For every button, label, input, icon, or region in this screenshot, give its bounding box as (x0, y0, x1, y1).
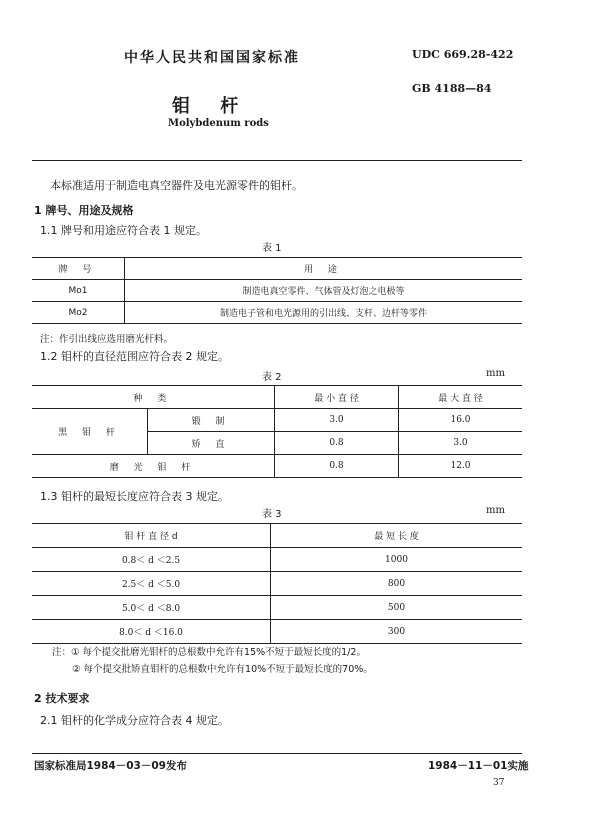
table3-note-1: 注：① 每个提交批磨光钼杆的总根数中允许有15%不短于最短长度的1/2。 (52, 647, 366, 658)
table2-cell: 3.0 (399, 432, 523, 455)
table3-cell: 8.0＜ d ＜16.0 (32, 620, 271, 644)
page-number: 37 (493, 778, 505, 788)
table3-note-2: ② 每个提交批矫直钼杆的总根数中允许有10%不短于最短长度的70%。 (72, 664, 373, 675)
table2-cell: 锻 制 (148, 409, 275, 432)
table3-caption: 表 3 (262, 509, 282, 520)
table2-header-min: 最 小 直 径 (275, 386, 399, 409)
table1-cell: 制造电真空零件、气体管及灯泡之电极等 (125, 280, 523, 302)
udc-code: UDC 669.28-422 (412, 48, 514, 61)
table3-cell: 300 (271, 620, 523, 644)
issued-date: 国家标准局1984－03－09发布 (34, 760, 187, 772)
table2-cell: 0.8 (275, 432, 399, 455)
table2-caption: 表 2 (262, 372, 282, 383)
table3-cell: 800 (271, 572, 523, 596)
table-row (32, 409, 522, 432)
table2 (32, 385, 522, 478)
footer-divider (32, 753, 522, 754)
clause-1-2: 1.2 钼杆的直径范围应符合表 2 规定。 (40, 350, 229, 363)
section1-heading: 1 牌号、用途及规格 (34, 204, 134, 217)
table2-cell: 12.0 (399, 455, 523, 478)
national-standard-title: 中华人民共和国国家标准 (124, 50, 300, 66)
table3-cell: 1000 (271, 548, 523, 572)
table1-cell: 制造电子管和电光源用的引出线、支杆、边杆等零件 (125, 302, 523, 324)
doc-title-cn: 钼 杆 (172, 96, 251, 117)
section2-heading: 2 技术要求 (34, 692, 90, 705)
table-row (32, 280, 522, 302)
table2-cell: 磨 光 钼 杆 (32, 455, 275, 478)
table2-header-type: 种 类 (32, 386, 275, 409)
table1-header-grade: 牌 号 (32, 258, 125, 280)
table3-unit: mm (486, 505, 505, 516)
table2-header-max: 最 大 直 径 (399, 386, 523, 409)
table2-cell: 3.0 (275, 409, 399, 432)
table1 (32, 257, 522, 324)
table1-note: 注：作引出线应选用磨光杆料。 (40, 334, 174, 345)
doc-title-en: Molybdenum rods (168, 118, 269, 129)
intro-text: 本标准适用于制造电真空器件及电光源零件的钼杆。 (50, 179, 303, 192)
table2-unit: mm (486, 368, 505, 379)
table-row (32, 596, 522, 620)
table3-header-length: 最 短 长 度 (271, 524, 523, 548)
clause-1-1: 1.1 牌号和用途应符合表 1 规定。 (40, 224, 207, 237)
header-divider (32, 160, 522, 161)
table-row (32, 572, 522, 596)
table2-cell: 0.8 (275, 455, 399, 478)
table3-cell: 2.5＜ d ＜5.0 (32, 572, 271, 596)
table2-cell: 矫 直 (148, 432, 275, 455)
table1-cell: Mo2 (32, 302, 125, 324)
table2-group-black: 黑 钼 杆 (32, 409, 148, 455)
table-row (32, 302, 522, 324)
table3 (32, 523, 522, 644)
clause-2-1: 2.1 钼杆的化学成分应符合表 4 规定。 (40, 714, 229, 727)
effective-date: 1984－11－01实施 (428, 760, 529, 772)
table3-cell: 5.0＜ d ＜8.0 (32, 596, 271, 620)
table3-header-diameter: 钼 杆 直 径 d (32, 524, 271, 548)
table-row (32, 620, 522, 644)
table1-caption: 表 1 (262, 243, 282, 254)
clause-1-3: 1.3 钼杆的最短长度应符合表 3 规定。 (40, 490, 229, 503)
gb-code: GB 4188—84 (412, 82, 492, 95)
table-row (32, 548, 522, 572)
table2-cell: 16.0 (399, 409, 523, 432)
table3-cell: 0.8＜ d ＜2.5 (32, 548, 271, 572)
table1-header-use: 用 途 (125, 258, 523, 280)
table1-cell: Mo1 (32, 280, 125, 302)
table-row (32, 455, 522, 478)
table3-cell: 500 (271, 596, 523, 620)
